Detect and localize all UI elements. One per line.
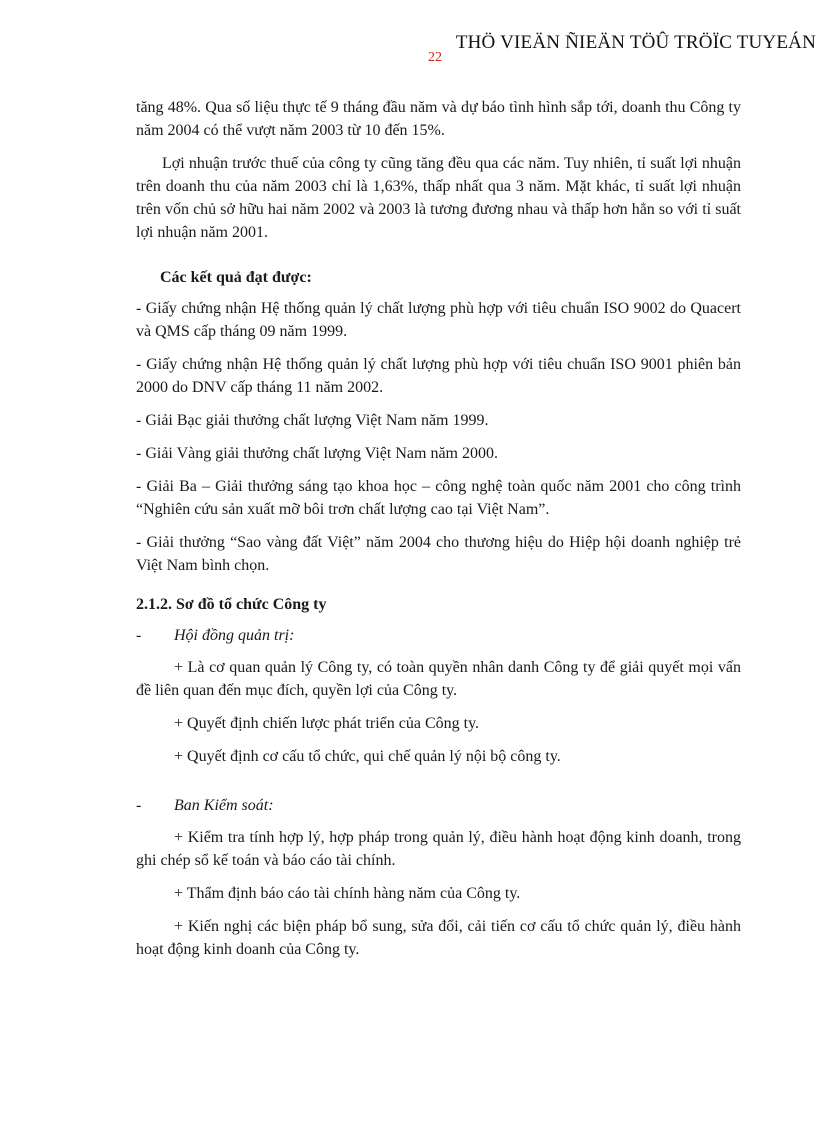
page-number: 22 xyxy=(428,50,442,65)
achievement-item: - Giấy chứng nhận Hệ thống quản lý chất lượng phù hợp với tiêu chuẩn ISO 9001 phiên bản 2000 do DNV cấp tháng 11 năm 2002. xyxy=(136,356,741,396)
section-heading: 2.1.2. Sơ đồ tổ chức Công ty xyxy=(136,596,327,613)
achievements-heading: Các kết quả đạt được: xyxy=(160,269,312,286)
document-body xyxy=(136,96,741,971)
board-heading xyxy=(136,624,741,647)
control-duty: + Kiến nghị các biện pháp bổ sung, sửa đổi, cải tiến cơ cấu tổ chức quản lý, điều hành hoạt động kinh doanh của Công ty. xyxy=(136,918,741,958)
paragraph: tăng 48%. Qua số liệu thực tế 9 tháng đầu năm và dự báo tình hình sắp tới, doanh thu Công ty năm 2004 có thể vượt năm 2003 từ 10 đến 15%. xyxy=(136,99,741,139)
control-duty: + Kiểm tra tính hợp lý, hợp pháp trong quản lý, điều hành hoạt động kinh doanh, trong ghi chép sổ kế toán và báo cáo tài chính. xyxy=(136,829,741,869)
board-duty: + Là cơ quan quản lý Công ty, có toàn quyền nhân danh Công ty để giải quyết mọi vấn đề liên quan đến mục đích, quyền lợi của Công ty. xyxy=(136,659,741,699)
dash-marker: - xyxy=(136,627,142,644)
control-duty: + Thẩm định báo cáo tài chính hàng năm của Công ty. xyxy=(174,885,521,902)
spacer xyxy=(136,778,741,794)
header-title: THÖ VIEÄN ÑIEÄN TÖÛ TRÖÏC TUYEÁN xyxy=(455,32,816,53)
board-duty: + Quyết định cơ cấu tổ chức, qui chế quản lý nội bộ công ty. xyxy=(174,748,561,765)
paragraph: Lợi nhuận trước thuế của công ty cũng tăng đều qua các năm. Tuy nhiên, tỉ suất lợi nhuận trên doanh thu của năm 2003 chỉ là 1,63%, thấp nhất qua 3 năm. Mặt khác, tỉ suất lợi nhuận trên vốn chủ sở hữu hai năm 2002 và 2003 là tương đương nhau và thấp hơn hẳn so với tỉ suất lợi nhuận năm 2001. xyxy=(136,155,741,241)
dash-marker: - xyxy=(136,797,142,814)
achievement-item: - Giải Bạc giải thưởng chất lượng Việt Nam năm 1999. xyxy=(136,412,489,429)
control-heading xyxy=(136,794,741,817)
achievement-item: - Giấy chứng nhận Hệ thống quản lý chất lượng phù hợp với tiêu chuẩn ISO 9002 do Quacert và QMS cấp tháng 09 năm 1999. xyxy=(136,300,741,340)
board-duty: + Quyết định chiến lược phát triển của Công ty. xyxy=(174,715,480,732)
control-label: Ban Kiểm soát: xyxy=(174,797,274,814)
board-label: Hội đồng quản trị: xyxy=(174,627,295,644)
achievement-item: - Giải Vàng giải thưởng chất lượng Việt Nam năm 2000. xyxy=(136,445,498,462)
achievement-item: - Giải Ba – Giải thưởng sáng tạo khoa học – công nghệ toàn quốc năm 2001 cho công trình “Nghiên cứu sản xuất mỡ bôi trơn chất lượng cao tại Việt Nam”. xyxy=(136,478,741,518)
achievement-item: - Giải thưởng “Sao vàng đất Việt” năm 2004 cho thương hiệu do Hiệp hội doanh nghiệp trẻ Việt Nam bình chọn. xyxy=(136,534,741,574)
